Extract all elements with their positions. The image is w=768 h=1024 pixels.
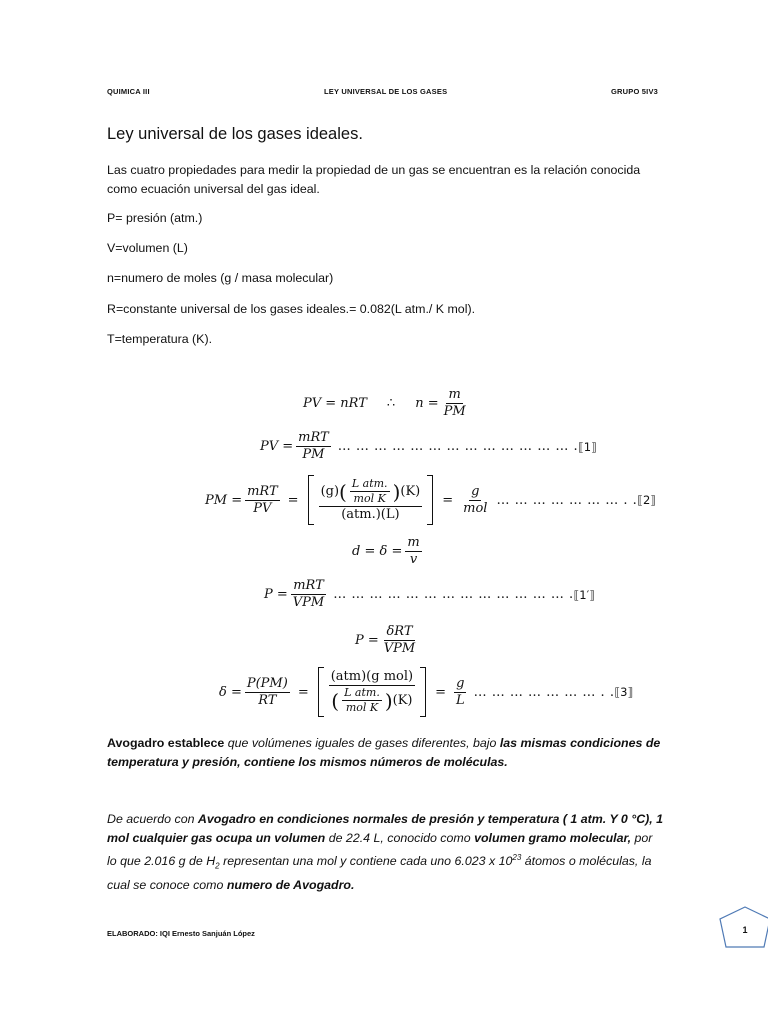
deacuerdo-paragraph [107, 810, 677, 895]
exponent-23: 23 [512, 853, 522, 862]
therefore-symbol: ∴ [386, 396, 396, 411]
frac-den [329, 686, 414, 714]
equals-sign: = [442, 492, 454, 508]
equation-ideal-gas [303, 388, 471, 419]
h2-subscript: 2 [215, 861, 220, 871]
page-number-badge [718, 905, 768, 951]
fraction-mrt-over-pv [245, 485, 280, 516]
frac-den: L [455, 692, 465, 708]
dea-text-4: lo que 2.016 g de H [107, 854, 216, 869]
deacuerdo-line-2 [107, 829, 677, 848]
avogadro-bold-1: Avogadro establece [107, 736, 225, 750]
fraction-m-over-v [405, 536, 421, 567]
frac-den: mol [463, 500, 488, 516]
var-temperature: T=temperatura (K). [107, 332, 213, 346]
frac-num: mRT [293, 578, 324, 593]
equation-1-prime [264, 579, 595, 610]
frac-num: L atm. [344, 686, 380, 699]
equals-sign: = [435, 684, 446, 700]
var-pressure: P= presión (atm.) [107, 211, 203, 225]
paren-close: ) [392, 479, 401, 504]
eq1p-lhs: P = [264, 587, 288, 602]
eq2-lhs: PM = [205, 492, 243, 508]
eq0-lhs: PV = nRT [303, 396, 367, 411]
fraction-l-atm-over-mol-k [350, 478, 390, 505]
deacuerdo-line-3 [107, 848, 677, 876]
intro-paragraph [107, 161, 667, 199]
equation-2 [205, 475, 656, 525]
frac-den: mol K [345, 701, 379, 714]
fraction-mrt-over-pm [296, 431, 331, 462]
avogadro-bold-italic-1: las mismas condiciones de [499, 736, 661, 750]
equation-p-density [355, 625, 420, 656]
avogadro-italic: que volúmenes iguales de gases diferentes, bajo [224, 736, 500, 750]
page-number: 1 [742, 925, 748, 935]
page-title: Ley universal de los gases ideales. [107, 125, 363, 143]
dea-text-5: representan una mol y contiene cada uno 6.023 x 10 [219, 854, 513, 869]
equals-sign: = [287, 492, 299, 508]
dea-bold-3: volumen gramo molecular, [474, 831, 632, 845]
eq2-dots: … … … … … … … . . [496, 492, 638, 508]
avogadro-line-2 [107, 753, 667, 772]
fraction-mrt-over-vpm [291, 579, 326, 610]
avogadro-bold-italic-2: temperatura y presión, contiene los mismos números de moléculas. [107, 755, 508, 769]
frac-den: (atm.)(L) [341, 507, 400, 522]
dea-bold-4: numero de Avogadro. [226, 877, 355, 892]
eq1p-reference: ⟦1′⟧ [573, 587, 595, 602]
frac-num: δRT [386, 624, 413, 639]
bracket-units-pm [308, 475, 434, 525]
deacuerdo-line-4 [107, 876, 677, 895]
dea-text-7: cual se conoce como [107, 877, 227, 892]
frac-den: mol K [353, 492, 386, 505]
dea-text-6: átomos o moléculas, la [521, 854, 652, 869]
eq1-dots: … … … … … … … … … … … … … . [337, 439, 579, 454]
avogadro-paragraph [107, 734, 667, 772]
equation-density [352, 536, 425, 567]
eq1p-dots: … … … … … … … … … … … … … . [333, 587, 574, 602]
frac-den: PV [253, 500, 272, 516]
equation-1 [260, 431, 597, 462]
fraction-deltart-over-vpm [382, 625, 417, 656]
frac-num: m [407, 535, 420, 550]
frac-num: g [471, 483, 480, 499]
frac-num: mRT [298, 430, 329, 445]
eqpd-lhs: P = [355, 633, 379, 648]
frac-num: (atm)(g mol) [330, 669, 414, 684]
equation-3 [219, 667, 633, 717]
eq2-reference: ⟦2⟧ [637, 493, 656, 507]
g-unit: (g) [320, 483, 340, 499]
header-topic: LEY UNIVERSAL DE LOS GASES [324, 87, 448, 96]
frac-den: PM [302, 447, 325, 462]
fraction-units [319, 478, 423, 522]
dea-bold-1: Avogadro en condiciones normales de presión y temperatura ( 1 atm. Y 0 °C), 1 [197, 812, 664, 826]
fraction-l-atm-over-mol-k [342, 687, 382, 714]
eq0-n: n = [415, 396, 439, 411]
eq1-lhs: PV = [260, 439, 294, 454]
deacuerdo-line-1 [107, 810, 677, 829]
density-lhs: d = δ = [352, 544, 403, 559]
dea-text-1: De acuerdo con [107, 812, 198, 826]
frac-num: P(PM) [246, 675, 288, 691]
frac-den: v [409, 552, 418, 567]
var-constant: R=constante universal de los gases ideales.= 0.082(L atm./ K mol). [107, 302, 476, 316]
frac-num: m [448, 387, 461, 402]
fraction-units [329, 670, 415, 714]
var-volume: V=volumen (L) [107, 241, 188, 255]
bracket-units-density [318, 667, 426, 717]
k-unit: (K) [400, 483, 421, 499]
intro-line-1: Las cuatro propiedades para medir la propiedad de un gas se encuentran es la relación conocida [107, 163, 641, 177]
fraction-m-over-pm [442, 388, 468, 419]
eq3-lhs: δ = [219, 684, 242, 700]
frac-den: PM [443, 404, 466, 419]
frac-den: VPM [383, 641, 416, 656]
var-moles: n=numero de moles (g / masa molecular) [107, 271, 334, 285]
fraction-g-over-l [454, 677, 467, 708]
dea-bold-2: mol cualquier gas ocupa un volumen [107, 831, 326, 845]
frac-den: RT [258, 692, 277, 708]
frac-num: mRT [247, 483, 278, 499]
k-unit: (K) [392, 692, 413, 708]
intro-line-2: como ecuación universal del gas ideal. [107, 182, 320, 196]
eq3-reference: ⟦3⟧ [614, 685, 634, 699]
header-course: QUIMICA III [107, 87, 150, 96]
eq1-reference: ⟦1⟧ [578, 439, 597, 454]
frac-den: VPM [292, 595, 325, 610]
fraction-ppm-over-rt [245, 677, 290, 708]
footer-author: ELABORADO: IQI Ernesto Sanjuán López [107, 929, 255, 938]
frac-num: L atm. [351, 477, 388, 490]
paren-close: ) [384, 688, 393, 713]
fraction-g-over-mol [461, 485, 489, 516]
frac-num [319, 478, 423, 507]
eq3-dots: … … … … … … … . . [473, 684, 615, 700]
dea-text-2: de 22.4 L, conocido como [325, 831, 475, 845]
avogadro-line-1 [107, 734, 667, 753]
dea-text-3: por [631, 831, 653, 845]
header-group: GRUPO 5IV3 [611, 87, 659, 96]
equals-sign: = [297, 684, 309, 700]
paren-open: ( [339, 479, 347, 504]
paren-open: ( [331, 688, 340, 713]
frac-num: g [456, 675, 465, 691]
